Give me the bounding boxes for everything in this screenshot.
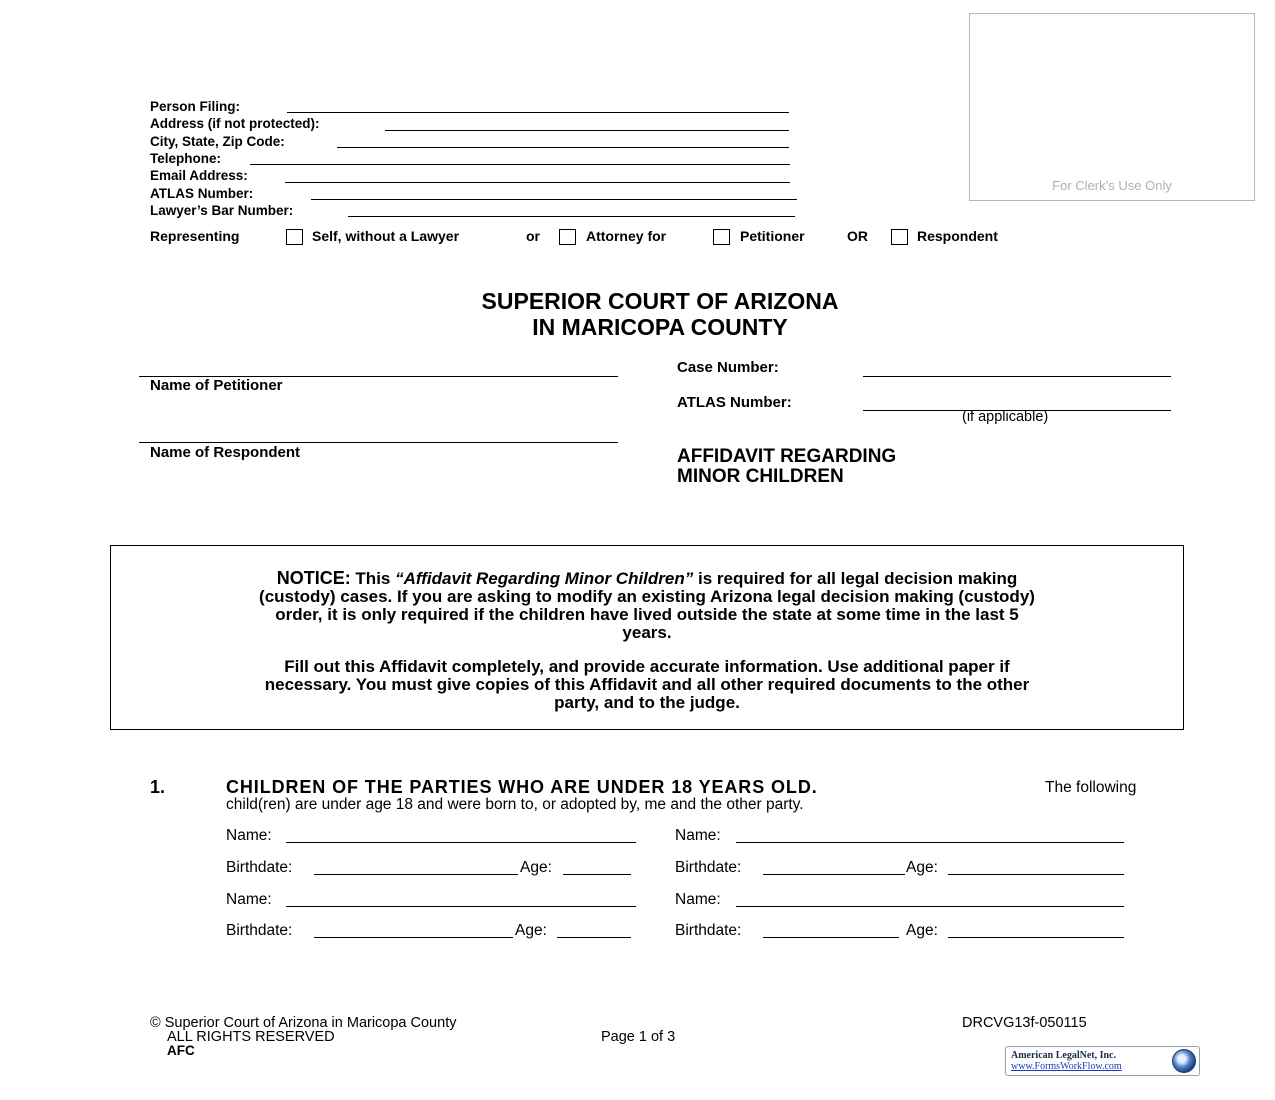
notice-lead: NOTICE: xyxy=(276,568,351,588)
child-1-age-field[interactable] xyxy=(563,874,631,875)
respondent-checkbox[interactable] xyxy=(891,229,908,245)
city-state-zip-label: City, State, Zip Code: xyxy=(150,134,285,149)
child-2-age-field[interactable] xyxy=(948,874,1124,875)
child-3-age-field[interactable] xyxy=(557,937,631,938)
respondent-name-field[interactable] xyxy=(139,442,618,443)
or-label: or xyxy=(526,228,540,244)
child-4-birthdate-field[interactable] xyxy=(763,937,899,938)
notice-line-2: (custody) cases. If you are asking to modify an existing Arizona legal decision making (custody) xyxy=(259,587,1035,606)
notice-line-1 xyxy=(111,569,1183,588)
child-2-age-label: Age: xyxy=(906,859,938,876)
notice-paragraph-2 xyxy=(111,658,1183,712)
notice-doc-name: “Affidavit Regarding Minor Children” xyxy=(395,569,694,588)
notice-this: This xyxy=(350,569,396,588)
child-4-birthdate-label: Birthdate: xyxy=(675,922,742,939)
case-number-field[interactable] xyxy=(863,376,1171,377)
court-title-line1: SUPERIOR COURT OF ARIZONA xyxy=(481,288,839,314)
or-upper-label: OR xyxy=(847,228,868,244)
child-2-name-field[interactable] xyxy=(736,842,1124,843)
notice-line-1-tail: is required for all legal decision making xyxy=(693,569,1018,588)
child-4-name-label: Name: xyxy=(675,891,721,908)
notice-line-4: years. xyxy=(622,623,672,642)
child-2-birthdate-label: Birthdate: xyxy=(675,859,742,876)
representing-label: Representing xyxy=(150,228,240,244)
petitioner-name-label: Name of Petitioner xyxy=(150,377,283,394)
child-1-name-label: Name: xyxy=(226,827,272,844)
logo-company-name: American LegalNet, Inc. xyxy=(1011,1050,1116,1061)
footer-form-code: AFC xyxy=(167,1043,195,1058)
attorney-checkbox[interactable] xyxy=(559,229,576,245)
child-3-age-label: Age: xyxy=(515,922,547,939)
person-filing-label: Person Filing: xyxy=(150,99,241,114)
section-1-intro-line2: child(ren) are under age 18 and were born to, or adopted by, me and the other party. xyxy=(226,796,804,813)
child-1-birthdate-field[interactable] xyxy=(314,874,518,875)
petitioner-label: Petitioner xyxy=(740,228,805,244)
filer-atlas-field[interactable] xyxy=(311,199,797,200)
address-label: Address (if not protected): xyxy=(150,116,320,131)
child-4-name-field[interactable] xyxy=(736,906,1124,907)
email-label: Email Address: xyxy=(150,168,248,183)
address-field[interactable] xyxy=(385,130,789,131)
footer-copyright: © Superior Court of Arizona in Maricopa County xyxy=(150,1015,457,1031)
child-2-birthdate-field[interactable] xyxy=(763,874,905,875)
respondent-name-label: Name of Respondent xyxy=(150,444,301,461)
telephone-label: Telephone: xyxy=(150,151,222,166)
court-title xyxy=(0,288,1275,340)
attorney-for-label: Attorney for xyxy=(586,228,667,244)
child-1-name-field[interactable] xyxy=(286,842,636,843)
petitioner-checkbox[interactable] xyxy=(713,229,730,245)
child-3-name-label: Name: xyxy=(226,891,272,908)
respondent-label: Respondent xyxy=(917,228,998,244)
document-title-line1: AFFIDAVIT REGARDING xyxy=(677,446,897,467)
telephone-field[interactable] xyxy=(250,164,790,165)
case-number-label: Case Number: xyxy=(677,359,779,376)
notice-p2-line-3: party, and to the judge. xyxy=(554,693,740,712)
filer-atlas-label: ATLAS Number: xyxy=(150,186,254,201)
section-1-number: 1. xyxy=(150,777,166,797)
bar-number-field[interactable] xyxy=(348,216,795,217)
child-4-age-label: Age: xyxy=(906,922,938,939)
self-checkbox[interactable] xyxy=(286,229,303,245)
city-state-zip-field[interactable] xyxy=(337,147,789,148)
american-legalnet-logo[interactable] xyxy=(1005,1046,1200,1076)
person-filing-field[interactable] xyxy=(287,112,789,113)
globe-icon xyxy=(1172,1049,1196,1073)
child-3-birthdate-field[interactable] xyxy=(314,937,513,938)
child-3-birthdate-label: Birthdate: xyxy=(226,922,293,939)
clerk-use-box xyxy=(969,13,1255,201)
logo-url-link[interactable]: www.FormsWorkFlow.com xyxy=(1011,1061,1122,1072)
bar-number-label: Lawyer’s Bar Number: xyxy=(150,203,294,218)
self-label: Self, without a Lawyer xyxy=(312,228,460,244)
document-title-line2: MINOR CHILDREN xyxy=(677,466,844,487)
if-applicable-note: (if applicable) xyxy=(962,409,1049,425)
notice-box xyxy=(110,545,1184,730)
child-2-name-label: Name: xyxy=(675,827,721,844)
email-field[interactable] xyxy=(285,182,790,183)
child-4-age-field[interactable] xyxy=(948,937,1124,938)
child-1-birthdate-label: Birthdate: xyxy=(226,859,293,876)
notice-line-3: order, it is only required if the children have lived outside the state at some time in the last 5 xyxy=(275,605,1019,624)
court-title-line2: IN MARICOPA COUNTY xyxy=(532,314,788,340)
notice-p2-line-1: Fill out this Affidavit completely, and provide accurate information. Use additional paper if xyxy=(284,657,1010,676)
document-title xyxy=(677,447,896,487)
notice-paragraph-1 xyxy=(111,569,1183,642)
footer-page-number: Page 1 of 3 xyxy=(601,1029,676,1045)
section-1-intro-tail: The following xyxy=(1045,779,1137,796)
section-1-heading: CHILDREN OF THE PARTIES WHO ARE UNDER 18 YEARS OLD. xyxy=(226,777,818,797)
footer-form-id: DRCVG13f-050115 xyxy=(962,1015,1087,1031)
atlas-number-label: ATLAS Number: xyxy=(677,394,792,411)
clerk-use-label: For Clerk’s Use Only xyxy=(1052,178,1172,193)
child-1-age-label: Age: xyxy=(520,859,552,876)
footer-rights: ALL RIGHTS RESERVED xyxy=(167,1029,335,1045)
notice-p2-line-2: necessary. You must give copies of this Affidavit and all other required documents to the other xyxy=(264,675,1030,694)
child-3-name-field[interactable] xyxy=(286,906,636,907)
